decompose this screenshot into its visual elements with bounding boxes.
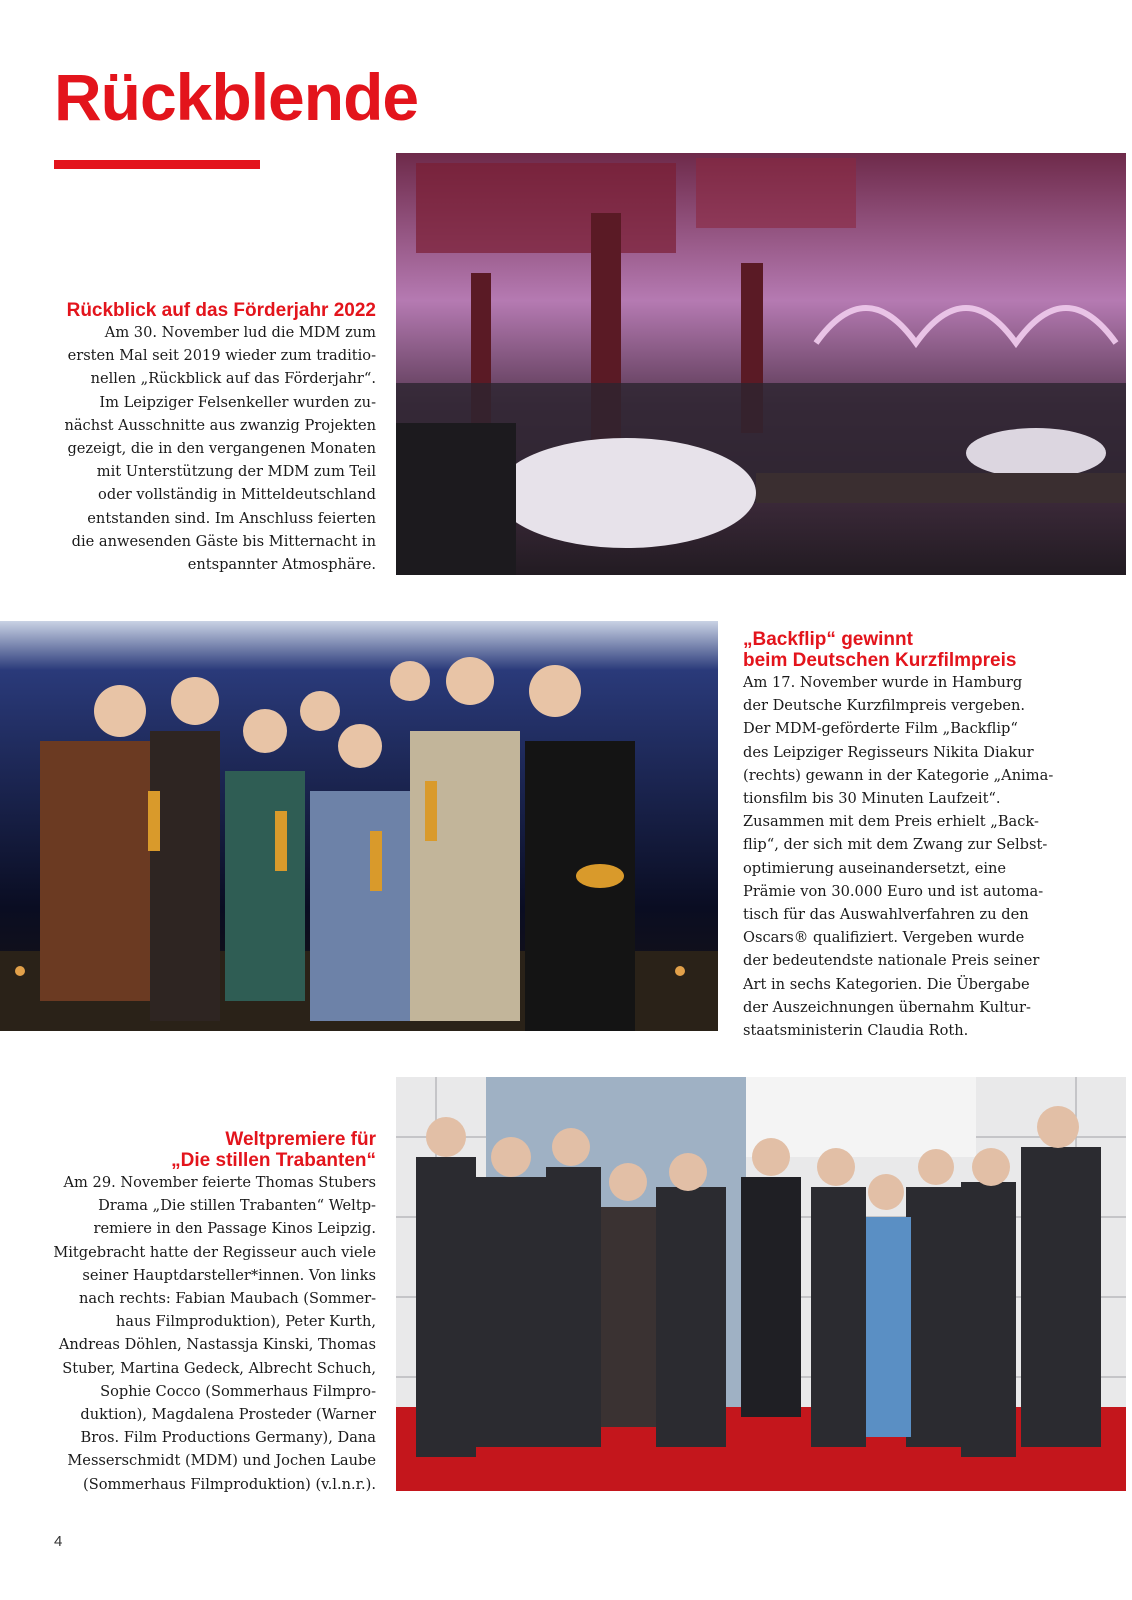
body-line: Im Leipziger Felsenkeller wurden zu- — [99, 393, 376, 411]
body-line: der Auszeichnungen übernahm Kultur- — [743, 998, 1031, 1016]
article-rueckblick — [40, 300, 376, 576]
body-line: Drama „Die stillen Trabanten“ Weltp- — [98, 1197, 376, 1215]
body-line: Bros. Film Productions Germany), Dana — [80, 1429, 376, 1447]
body-line: ersten Mal seit 2019 wieder zum traditio- — [67, 347, 376, 365]
heading-line: „Backflip“ gewinnt — [743, 629, 913, 650]
photo-kurzfilmpreis-winners — [0, 621, 718, 1031]
body-line: die anwesenden Gäste bis Mitternacht in — [71, 532, 376, 550]
body-line: flip“, der sich mit dem Zwang zur Selbst- — [743, 836, 1048, 854]
article-backflip — [743, 629, 1123, 1042]
body-line: haus Filmproduktion), Peter Kurth, — [115, 1313, 376, 1331]
page-title: Rückblende — [54, 60, 419, 134]
body-line: nellen „Rückblick auf das Förderjahr“. — [90, 370, 376, 388]
heading-line: „Die stillen Trabanten“ — [171, 1150, 376, 1171]
body-line: gezeigt, die in den vergangenen Monaten — [67, 440, 376, 458]
body-line: (rechts) gewann in der Kategorie „Anima- — [743, 766, 1054, 784]
body-line: tisch für das Auswahlverfahren zu den — [743, 906, 1029, 924]
body-line: Am 29. November feierte Thomas Stubers — [63, 1174, 376, 1191]
article-heading — [40, 1129, 376, 1171]
body-line: Sophie Cocco (Sommerhaus Filmpro- — [100, 1382, 376, 1400]
body-line: der Deutsche Kurzfilmpreis vergeben. — [743, 697, 1026, 715]
body-line: mit Unterstützung der MDM zum Teil — [96, 463, 376, 481]
body-line: der bedeutendste nationale Preis seiner — [743, 952, 1040, 970]
body-line: entstanden sind. Im Anschluss feierten — [87, 509, 376, 527]
article-weltpremiere — [40, 1129, 376, 1496]
heading-line: Weltpremiere für — [225, 1129, 376, 1150]
body-line: Oscars® qualifiziert. Vergeben wurde — [743, 929, 1025, 947]
body-line: remiere in den Passage Kinos Leipzig. — [93, 1220, 376, 1238]
article-heading — [743, 629, 1123, 671]
body-line: optimierung auseinandersetzt, eine — [743, 859, 1007, 877]
article-body — [743, 671, 1123, 1042]
body-line: nächst Ausschnitte aus zwanzig Projekten — [64, 416, 376, 434]
body-line: des Leipziger Regisseurs Nikita Diakur — [743, 743, 1034, 761]
body-line: Am 17. November wurde in Hamburg — [743, 674, 1023, 691]
body-line: staatsministerin Claudia Roth. — [743, 1022, 969, 1040]
body-line: Stuber, Martina Gedeck, Albrecht Schuch, — [62, 1359, 376, 1377]
article-heading — [40, 300, 376, 321]
photo-felsenkeller-gala — [396, 153, 1126, 575]
photo-premiere-red-carpet — [396, 1077, 1126, 1491]
body-line: oder vollständig in Mitteldeutschland — [98, 486, 376, 504]
body-line: Mitgebracht hatte der Regisseur auch viele — [53, 1243, 376, 1261]
body-line: nach rechts: Fabian Maubach (Sommer- — [79, 1290, 376, 1308]
article-body — [40, 321, 376, 576]
body-line: seiner Hauptdarsteller*innen. Von links — [82, 1266, 376, 1284]
body-line: Art in sechs Kategorien. Die Übergabe — [743, 975, 1030, 993]
body-line: Prämie von 30.000 Euro und ist automa- — [743, 882, 1044, 900]
body-line: Messerschmidt (MDM) und Jochen Laube — [67, 1452, 376, 1470]
body-line: Andreas Döhlen, Nastassja Kinski, Thomas — [58, 1336, 376, 1354]
body-line: entspannter Atmosphäre. — [187, 556, 376, 574]
article-body — [40, 1171, 376, 1496]
body-line: Am 30. November lud die MDM zum — [104, 324, 376, 341]
page-number: 4 — [54, 1533, 63, 1550]
body-line: tionsfilm bis 30 Minuten Laufzeit“. — [743, 790, 1001, 808]
title-underline — [54, 160, 260, 169]
body-line: Der MDM-geförderte Film „Backflip“ — [743, 720, 1018, 738]
body-line: (Sommerhaus Filmproduktion) (v.l.n.r.). — [83, 1475, 376, 1493]
heading-line: Rückblick auf das Förderjahr 2022 — [66, 300, 376, 321]
body-line: duktion), Magdalena Prosteder (Warner — [80, 1406, 376, 1424]
body-line: Zusammen mit dem Preis erhielt „Back- — [743, 813, 1039, 831]
heading-line: beim Deutschen Kurzfilmpreis — [743, 650, 1017, 671]
